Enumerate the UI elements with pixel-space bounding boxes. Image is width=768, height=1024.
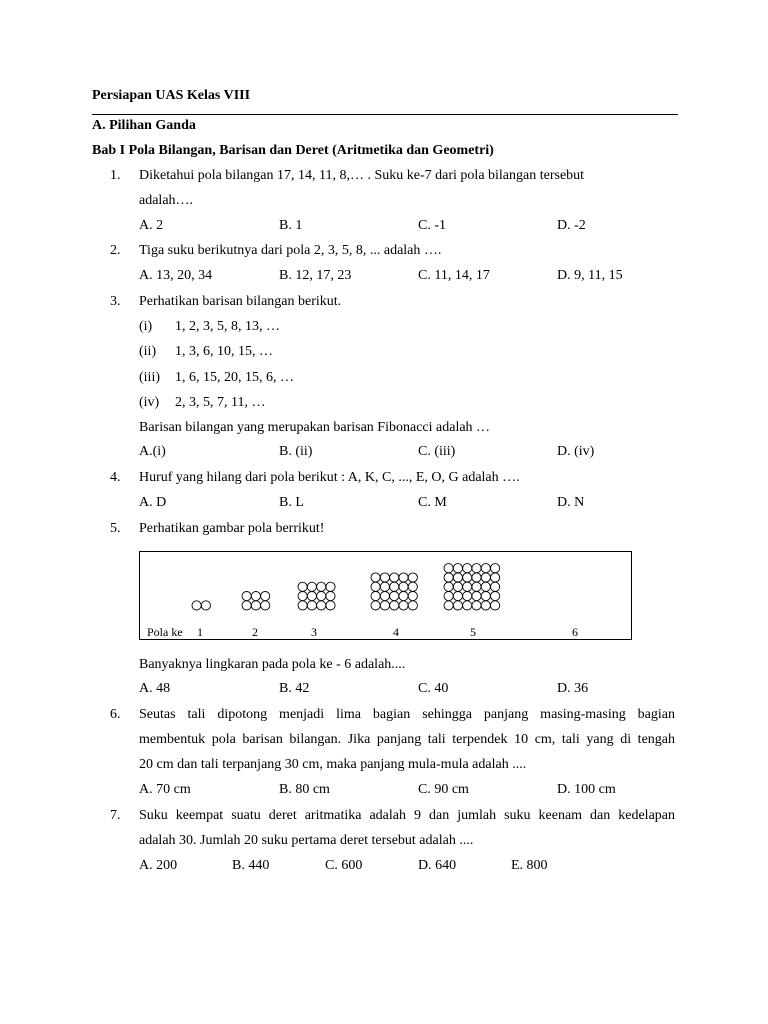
page-title: Persiapan UAS Kelas VIII [92,88,251,103]
pattern-label-3: 3 [311,625,317,639]
question-text: Diketahui pola bilangan 17, 14, 11, 8,… . Suku ke-7 dari pola bilangan tersebut [139,168,585,183]
question-text: Perhatikan gambar pola berrikut! [139,521,325,536]
pattern-3-circle [317,582,326,591]
option-b: B. (ii) [279,444,313,459]
pattern-2-circle [242,601,251,610]
pattern-4-circle [371,592,380,601]
pattern-2-circle [261,601,270,610]
option-d: D. 640 [418,858,457,873]
option-c: C. 600 [325,858,363,873]
pattern-4-circle [408,592,417,601]
pattern-4-circle [399,573,408,582]
option-a: A. 200 [139,858,178,873]
pattern-3-circle [307,592,316,601]
option-d: D. 100 cm [557,782,616,797]
pattern-4-circle [399,582,408,591]
question-text: Perhatikan barisan bilangan berikut. [139,294,342,309]
pattern-2-circle [242,592,251,601]
option-a: A.(i) [139,444,166,459]
pattern-label-4: 4 [393,625,399,639]
pattern-5-circle [463,601,472,610]
question-number: 6. [110,707,121,722]
pattern-5-circle [491,601,500,610]
pattern-5-circle [463,564,472,573]
question-text: 20 cm dan tali terpanjang 30 cm, maka panjang mula-mula adalah .... [139,757,527,772]
pattern-2-circle [251,592,260,601]
option-c: C. M [418,495,447,510]
pattern-5-circle [481,582,490,591]
pattern-row-label: Pola ke [147,625,183,639]
pattern-5-circle [481,564,490,573]
sub-item-text: 2, 3, 5, 7, 11, … [175,395,266,410]
pattern-4-circle [390,601,399,610]
option-d: D. -2 [557,218,586,233]
sub-item-label: (i) [139,319,153,334]
question-text: Seutas tali dipotong menjadi lima bagian sehingga panjang masing-masing bagian [139,707,675,722]
question-text: adalah 30. Jumlah 20 suku pertama deret tersebut adalah .... [139,833,474,848]
pattern-4-circle [371,601,380,610]
option-a: A. 70 cm [139,782,191,797]
pattern-5-circle [463,573,472,582]
pattern-3-circle [317,601,326,610]
option-e: E. 800 [511,858,548,873]
option-a: A. 48 [139,681,171,696]
pattern-3-circle [298,601,307,610]
pattern-3-circle [317,592,326,601]
pattern-4-circle [371,582,380,591]
option-d: D. (iv) [557,444,595,459]
pattern-3-circle [326,592,335,601]
pattern-4-circle [380,582,389,591]
pattern-4-circle [408,601,417,610]
pattern-4-circle [399,592,408,601]
pattern-label-6: 6 [572,625,578,639]
option-d: D. 36 [557,681,589,696]
pattern-1-circle [192,601,201,610]
pattern-2-circle [261,592,270,601]
option-b: B. 1 [279,218,303,233]
pattern-1-circle [201,601,210,610]
pattern-4-circle [390,582,399,591]
pattern-4-circle [408,573,417,582]
pattern-label-2: 2 [252,625,258,639]
pattern-5-circle [444,582,453,591]
option-a: A. 2 [139,218,164,233]
option-b: B. 80 cm [279,782,330,797]
sub-item-text: 1, 3, 6, 10, 15, … [175,344,273,359]
sub-item-text: 1, 2, 3, 5, 8, 13, … [175,319,280,334]
pattern-4-circle [390,573,399,582]
pattern-3-circle [298,582,307,591]
option-a: A. 13, 20, 34 [139,268,213,283]
pattern-4-circle [371,573,380,582]
pattern-5-circle [472,601,481,610]
sub-item-text: 1, 6, 15, 20, 15, 6, … [175,370,294,385]
option-b: B. L [279,495,304,510]
chapter-title: Bab I Pola Bilangan, Barisan dan Deret (Aritmetika dan Geometri) [92,143,494,158]
question-text: adalah…. [139,193,194,208]
question-number: 2. [110,243,121,258]
option-d: D. N [557,495,585,510]
pattern-3-circle [326,582,335,591]
question-prompt: Barisan bilangan yang merupakan barisan Fibonacci adalah … [139,420,491,435]
pattern-5-circle [444,564,453,573]
pattern-4-circle [380,592,389,601]
pattern-4-circle [399,601,408,610]
pattern-3-circle [307,601,316,610]
circle-pattern-drawing [140,552,633,641]
question-text: Suku keempat suatu deret aritmatika adalah 9 dan jumlah suku keenam dan kedelapan [139,808,675,823]
sub-item-label: (iii) [139,370,160,385]
pattern-5-circle [453,592,462,601]
option-a: A. D [139,495,167,510]
question-number: 3. [110,294,121,309]
pattern-5-circle [453,564,462,573]
pattern-5-circle [472,592,481,601]
question-prompt: Banyaknya lingkaran pada pola ke - 6 adalah.... [139,657,406,672]
pattern-5-circle [463,582,472,591]
option-d: D. 9, 11, 15 [557,268,623,283]
question-text: Tiga suku berikutnya dari pola 2, 3, 5, 8, ... adalah …. [139,243,442,258]
pattern-5-circle [481,573,490,582]
section-title: A. Pilihan Ganda [92,118,196,133]
pattern-4-circle [380,573,389,582]
pattern-3-circle [307,582,316,591]
pattern-5-circle [444,601,453,610]
pattern-5-circle [491,573,500,582]
pattern-4-circle [390,592,399,601]
pattern-3-circle [298,592,307,601]
pattern-5-circle [463,592,472,601]
question-text: Huruf yang hilang dari pola berikut : A, K, C, ..., E, O, G adalah …. [139,470,520,485]
pattern-5-circle [491,582,500,591]
pattern-5-circle [481,592,490,601]
question-number: 5. [110,521,121,536]
option-c: C. 40 [418,681,449,696]
pattern-5-circle [453,573,462,582]
question-number: 4. [110,470,121,485]
pattern-5-circle [472,573,481,582]
question-text: membentuk pola barisan bilangan. Jika panjang tali terpendek 10 cm, tali yang di tengah [139,732,675,747]
option-c: C. 11, 14, 17 [418,268,490,283]
pattern-4-circle [380,601,389,610]
question-number: 7. [110,808,121,823]
title-divider [92,114,678,115]
pattern-2-circle [251,601,260,610]
sub-item-label: (ii) [139,344,157,359]
option-c: C. 90 cm [418,782,469,797]
pattern-4-circle [408,582,417,591]
pattern-5-circle [472,582,481,591]
pattern-label-1: 1 [197,625,203,639]
pattern-label-5: 5 [470,625,476,639]
pattern-5-circle [491,592,500,601]
option-b: B. 440 [232,858,270,873]
option-c: C. (iii) [418,444,456,459]
pattern-5-circle [444,592,453,601]
option-c: C. -1 [418,218,446,233]
pattern-5-circle [472,564,481,573]
pattern-5-circle [444,573,453,582]
pattern-5-circle [491,564,500,573]
pattern-5-circle [481,601,490,610]
option-b: B. 12, 17, 23 [279,268,352,283]
sub-item-label: (iv) [139,395,160,410]
pattern-figure [139,551,632,640]
option-b: B. 42 [279,681,310,696]
question-number: 1. [110,168,121,183]
pattern-5-circle [453,582,462,591]
pattern-3-circle [326,601,335,610]
pattern-5-circle [453,601,462,610]
